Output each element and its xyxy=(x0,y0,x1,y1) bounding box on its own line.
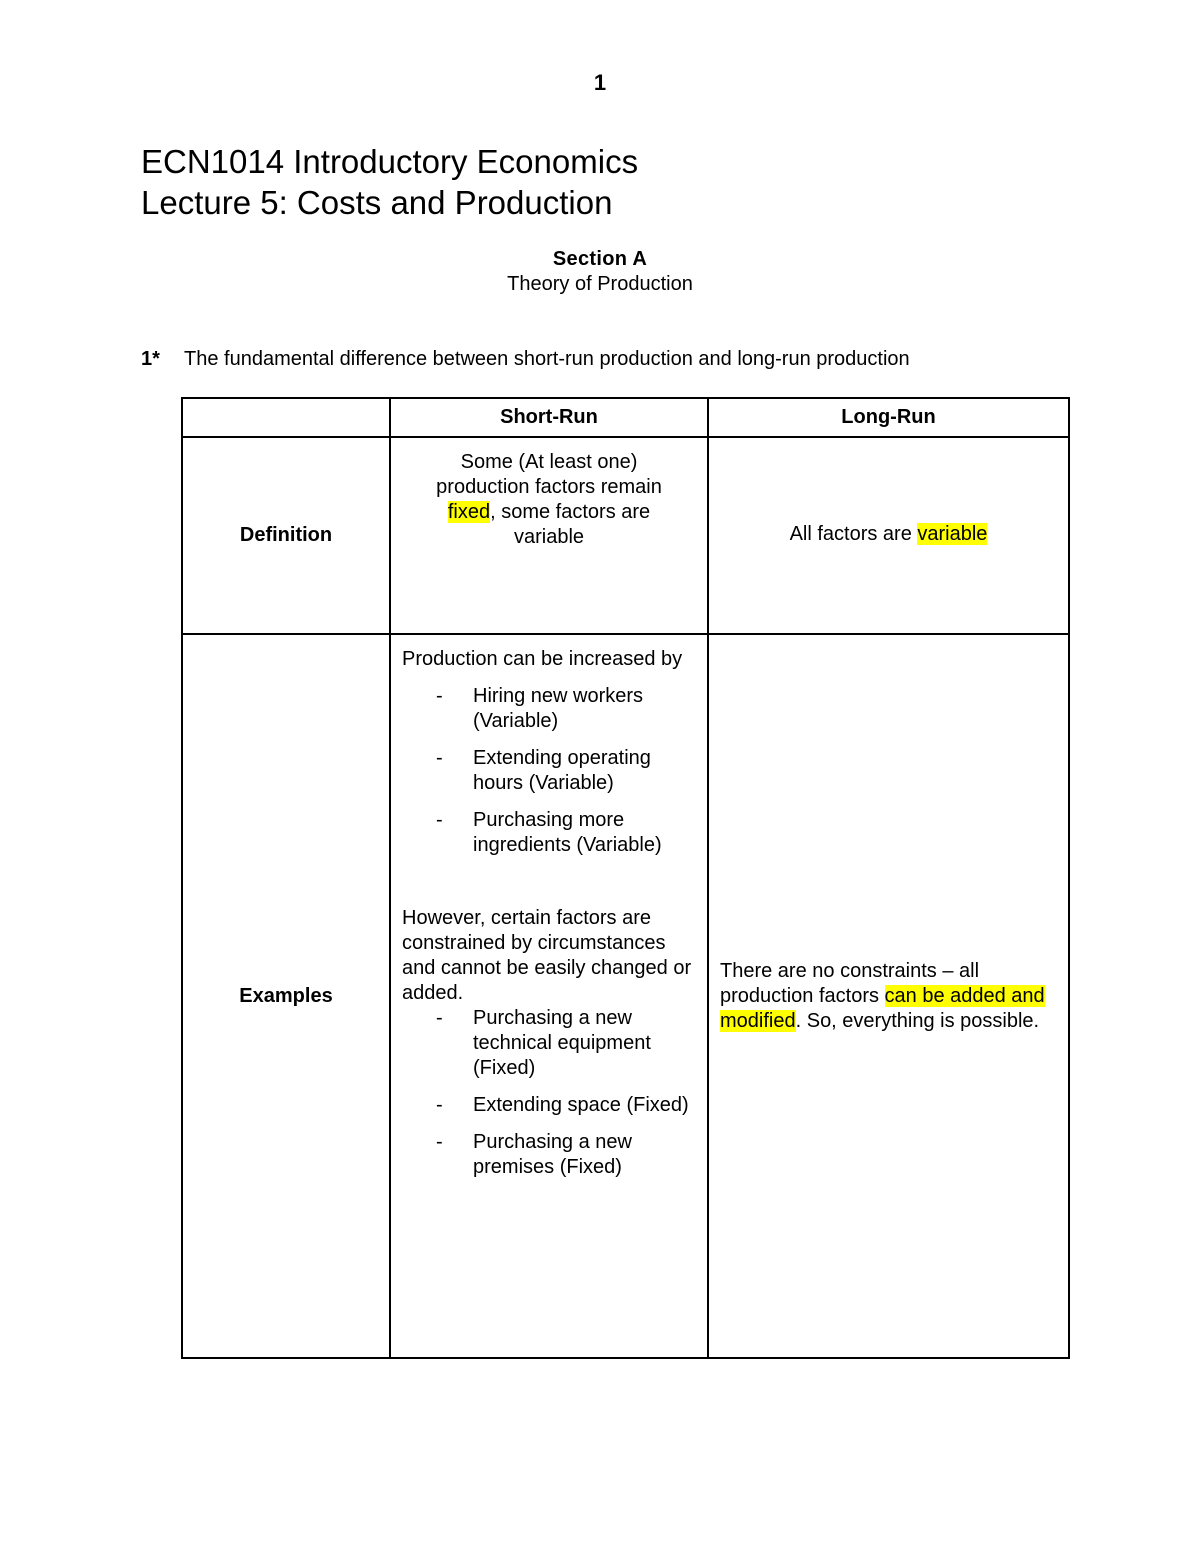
question-number: 1* xyxy=(141,348,160,370)
section-subheading: Theory of Production xyxy=(507,273,693,295)
examples-long-run-pre: There are no constraints – all production factors xyxy=(720,959,980,1007)
bullet-dash: - xyxy=(436,1131,443,1153)
document-title: ECN1014 Introductory Economics xyxy=(141,143,639,180)
lecture-title: Lecture 5: Costs and Production xyxy=(141,184,613,221)
highlight-variable: variable xyxy=(917,523,988,545)
bullet-dash: - xyxy=(436,685,443,707)
bullet-dash: - xyxy=(436,747,443,769)
bullet-dash: - xyxy=(436,1007,443,1029)
spacer xyxy=(402,858,697,906)
page-number: 1 xyxy=(593,70,607,95)
row-label-examples: Examples xyxy=(182,634,390,1358)
fixed-factors-list xyxy=(402,1006,697,1180)
header-short-run xyxy=(390,398,708,437)
list-item-text: Hiring new workers (Variable) xyxy=(473,685,644,732)
list-item xyxy=(402,1093,697,1118)
list-item xyxy=(402,746,697,796)
bullet-dash: - xyxy=(436,1094,443,1116)
definition-short-run-pre: Some (At least one) production factors remain xyxy=(436,451,662,498)
table-header-row xyxy=(182,398,1069,437)
definition-long-run-pre: All factors are xyxy=(789,523,918,545)
question-text: The fundamental difference between short-run production and long-run production xyxy=(184,348,910,370)
examples-long-run-cell xyxy=(708,634,1069,1358)
highlight-can-be-added: can be added and modified xyxy=(720,984,1045,1032)
section-heading: Section A xyxy=(552,248,648,270)
definition-short-run-text xyxy=(424,450,674,550)
list-item xyxy=(402,1130,697,1180)
list-item xyxy=(402,808,697,858)
header-empty-cell xyxy=(182,398,390,437)
bullet-dash: - xyxy=(436,809,443,831)
definition-short-run-cell xyxy=(390,437,708,634)
variable-factors-list xyxy=(402,684,697,858)
list-item-text: Purchasing more ingredients (Variable) xyxy=(473,809,662,856)
row-label-definition: Definition xyxy=(182,437,390,634)
constraint-text: However, certain factors are constrained by circumstances and cannot be easily changed or added. xyxy=(402,907,692,1004)
list-item-text: Extending operating hours (Variable) xyxy=(473,747,651,794)
list-item-text: Purchasing a new premises (Fixed) xyxy=(473,1131,632,1178)
list-item xyxy=(402,1006,697,1081)
examples-intro: Production can be increased by xyxy=(402,648,683,670)
header-short-run-label: Short-Run xyxy=(500,405,598,428)
examples-long-run-text xyxy=(720,959,1058,1034)
highlight-fixed: fixed xyxy=(447,501,491,523)
header-long-run xyxy=(708,398,1069,437)
list-item-text: Purchasing a new technical equipment (Fixed) xyxy=(473,1007,651,1079)
definition-short-run-post: , some factors are variable xyxy=(490,501,651,548)
list-item xyxy=(402,684,697,734)
comparison-table xyxy=(181,397,1070,1359)
header-long-run-label: Long-Run xyxy=(841,405,936,428)
examples-short-run-cell xyxy=(390,634,708,1358)
list-item-text: Extending space (Fixed) xyxy=(473,1094,689,1116)
table-row-examples xyxy=(182,634,1069,1358)
definition-long-run-cell xyxy=(708,437,1069,634)
examples-long-run-post: . So, everything is possible. xyxy=(795,1009,1040,1032)
table-row-definition xyxy=(182,437,1069,634)
